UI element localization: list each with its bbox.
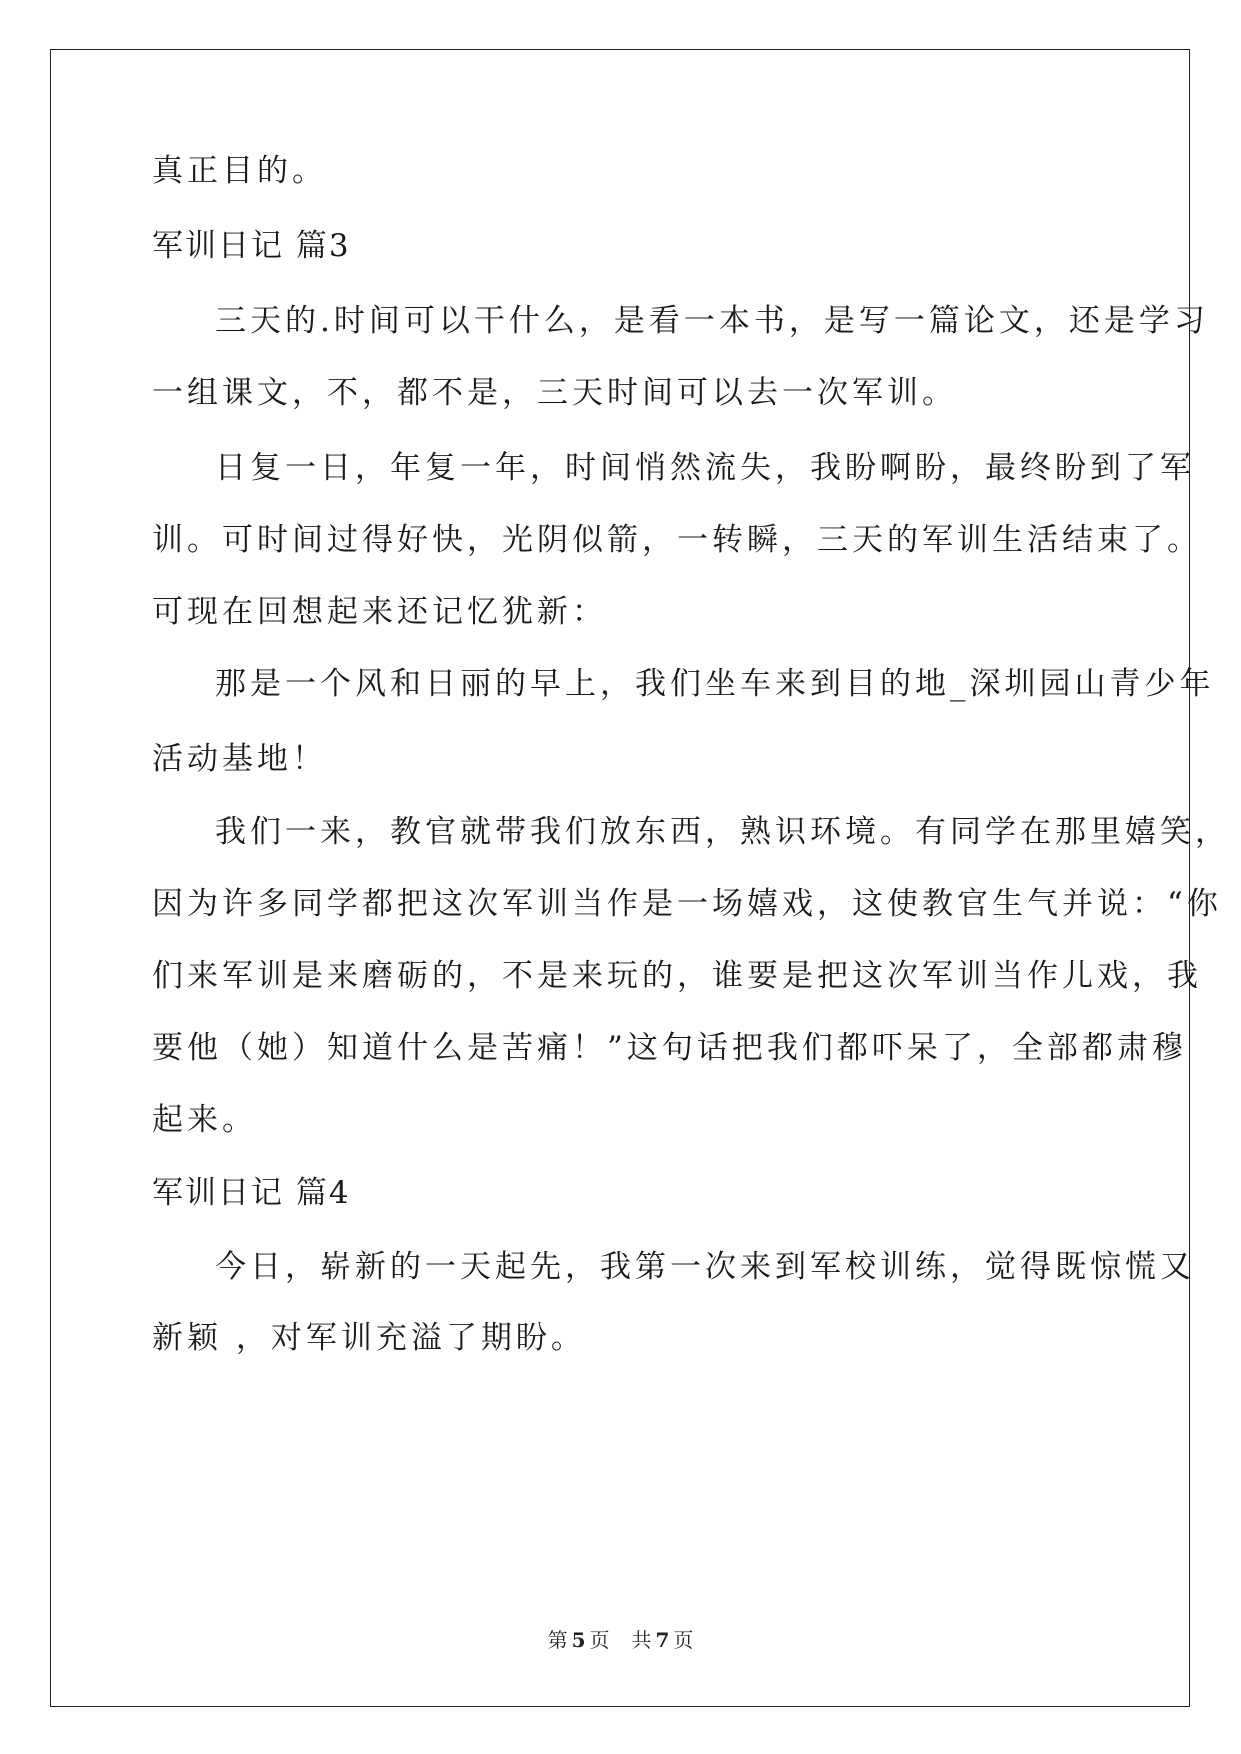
paragraph-line: 活动基地！ (152, 741, 327, 777)
paragraph-line: 真正目的。 (152, 153, 327, 189)
section-heading: 军训日记 篇3 (152, 228, 351, 264)
total-label-prefix: 共 (631, 1628, 652, 1652)
total-label-suffix: 页 (673, 1628, 694, 1652)
paragraph-line: 训。可时间过得好快，光阴似箭，一转瞬，三天的军训生活结束了。 (152, 522, 1202, 558)
paragraph-line: 日复一日，年复一年，时间悄然流失，我盼啊盼，最终盼到了军 (215, 450, 1195, 486)
paragraph-line: 们来军训是来磨砺的，不是来玩的，谁要是把这次军训当作儿戏，我 (152, 958, 1202, 994)
page-border (50, 49, 1190, 1707)
paragraph-line: 可现在回想起来还记忆犹新： (152, 594, 607, 630)
total-page-number: 7 (655, 1628, 670, 1652)
paragraph-line: 那是一个风和日丽的早上，我们坐车来到目的地_深圳园山青少年 (215, 666, 1215, 702)
paragraph-line: 三天的.时间可以干什么，是看一本书，是写一篇论文，还是学习 (215, 303, 1209, 339)
paragraph-line: 今日，崭新的一天起先，我第一次来到军校训练，觉得既惊慌又 (215, 1249, 1195, 1285)
page-label-prefix: 第 (547, 1628, 568, 1652)
paragraph-line: 我们一来，教官就带我们放东西，熟识环境。有同学在那里嬉笑， (215, 814, 1230, 850)
paragraph-line: 因为许多同学都把这次军训当作是一场嬉戏，这使教官生气并说：“你 (152, 886, 1222, 922)
page-footer (0, 1627, 1241, 1653)
current-page-number: 5 (571, 1628, 586, 1652)
section-heading: 军训日记 篇4 (152, 1175, 351, 1211)
paragraph-line: 一组课文，不，都不是，三天时间可以去一次军训。 (152, 375, 957, 411)
paragraph-line: 新颖 ，对军训充溢了期盼。 (152, 1320, 586, 1356)
paragraph-line: 要他（她）知道什么是苦痛！”这句话把我们都吓呆了，全部都肃穆 (152, 1030, 1187, 1066)
page-label-suffix: 页 (589, 1628, 610, 1652)
paragraph-line: 起来。 (152, 1102, 257, 1138)
